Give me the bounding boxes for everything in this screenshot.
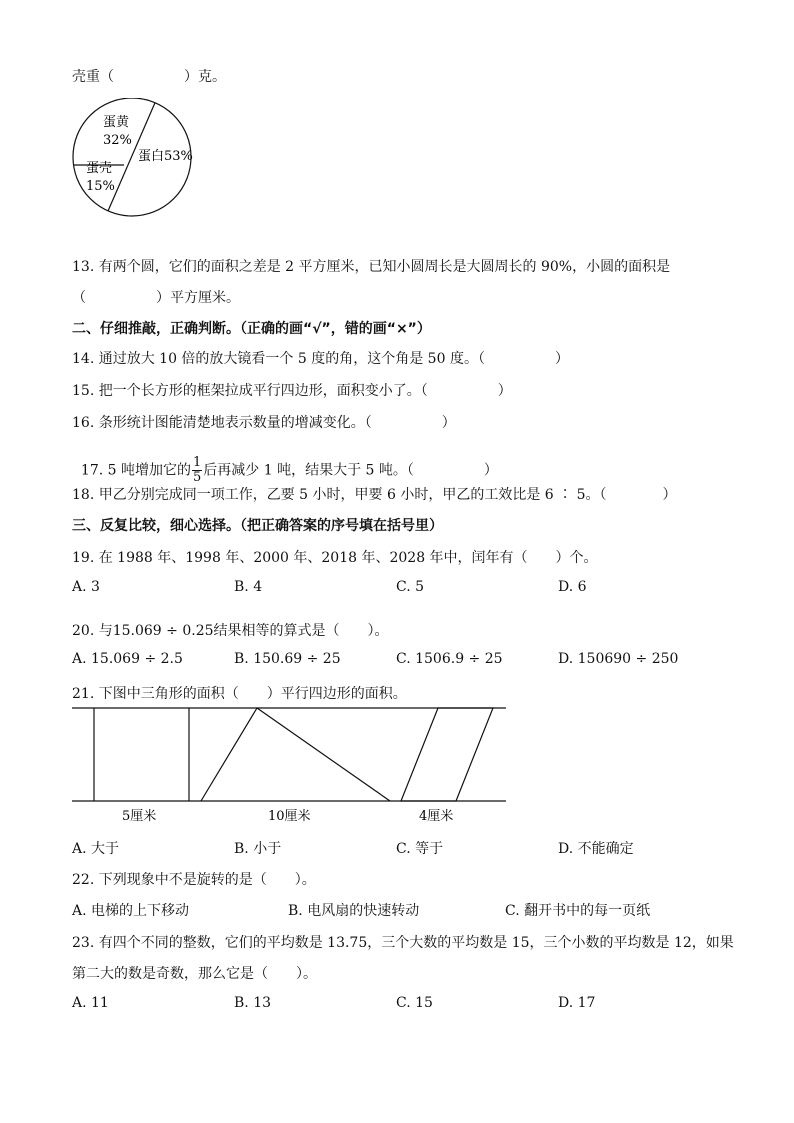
q23-option-a: A. 11 (72, 995, 109, 1011)
q21-stem: 21. 下图中三角形的面积（ ）平行四边形的面积。 (72, 686, 407, 702)
q19-option-c: C. 5 (396, 579, 425, 595)
figure-label-parallelogram-base: 4厘米 (419, 809, 454, 824)
pie-label-white: 蛋白53% (138, 149, 193, 164)
egg-composition-pie-chart (66, 98, 202, 220)
q13-line2: （ ）平方厘米。 (72, 290, 240, 306)
section2-title: 二、仔细推敲，正确判断。（正确的画“√”，错的画“×”） (72, 321, 431, 337)
q12-tail: 壳重（ ）克。 (72, 69, 226, 85)
q23-option-d: D. 17 (558, 995, 596, 1011)
q14: 14. 通过放大 10 倍的放大镜看一个 5 度的角，这个角是 50 度。（ ） (72, 351, 569, 367)
parallelogram (401, 708, 493, 801)
figure-label-triangle-base: 10厘米 (268, 809, 311, 824)
q23-option-c: C. 15 (396, 995, 433, 1011)
q22-option-c: C. 翻开书中的每一页纸 (505, 903, 651, 919)
pie-label-shell: 蛋壳 (86, 161, 113, 176)
q23-line1: 23. 有四个不同的整数，它们的平均数是 13.75，三个大数的平均数是 15，三个小数的平均数是 12，如果 (72, 935, 734, 951)
q20-option-b: B. 150.69 ÷ 25 (234, 651, 341, 667)
pie-label-yolk-pct: 32% (103, 133, 132, 148)
q17-fraction-denominator: 5 (192, 470, 202, 485)
pie-label-shell-pct: 15% (86, 179, 115, 194)
q23-option-b: B. 13 (234, 995, 272, 1011)
q20-option-d: D. 150690 ÷ 250 (558, 651, 679, 667)
q23-line2: 第二大的数是奇数，那么它是（ ）。 (72, 966, 317, 982)
q17-fraction-numerator: 1 (192, 455, 202, 470)
q21-option-c: C. 等于 (396, 841, 444, 857)
q21-figure (70, 700, 510, 830)
q19-option-d: D. 6 (558, 579, 587, 595)
q20-stem: 20. 与15.069 ÷ 0.25结果相等的算式是（ ）。 (72, 623, 389, 639)
q19-stem: 19. 在 1988 年、1998 年、2000 年、2018 年、2028 年中，闰年有（ ）个。 (72, 550, 598, 566)
q21-option-d: D. 不能确定 (558, 841, 634, 857)
q21-option-b: B. 小于 (234, 841, 282, 857)
q21-option-a: A. 大于 (72, 841, 120, 857)
q22-option-a: A. 电梯的上下移动 (72, 903, 190, 919)
q22-option-b: B. 电风扇的快速转动 (288, 903, 420, 919)
figure-label-rectangle-width: 5厘米 (122, 809, 157, 824)
q17-post: 后再减少 1 吨，结果大于 5 吨。（ ） (203, 462, 498, 479)
q18: 18. 甲乙分别完成同一项工作，乙要 5 小时，甲要 6 小时，甲乙的工效比是 6 ∶ 5。（ ） (72, 487, 677, 503)
q17-pre: 17. 5 吨增加它的 (80, 462, 191, 479)
q19-option-b: B. 4 (234, 579, 263, 595)
q13-line1: 13. 有两个圆，它们的面积之差是 2 平方厘米，已知小圆周长是大圆周长的 90%，小圆的面积是 (72, 259, 671, 275)
section3-title: 三、反复比较，细心选择。（把正确答案的序号填在括号里） (72, 518, 443, 534)
q15: 15. 把一个长方形的框架拉成平行四边形，面积变小了。（ ） (72, 383, 512, 399)
q19-option-a: A. 3 (72, 579, 100, 595)
q22-stem: 22. 下列现象中不是旋转的是（ ）。 (72, 872, 316, 888)
q20-option-c: C. 1506.9 ÷ 25 (396, 651, 503, 667)
triangle (201, 708, 390, 801)
q17-fraction (192, 456, 202, 485)
q20-option-a: A. 15.069 ÷ 2.5 (72, 651, 183, 667)
q17 (72, 440, 498, 485)
pie-label-yolk: 蛋黄 (103, 115, 130, 130)
q16: 16. 条形统计图能清楚地表示数量的增减变化。（ ） (72, 415, 456, 431)
